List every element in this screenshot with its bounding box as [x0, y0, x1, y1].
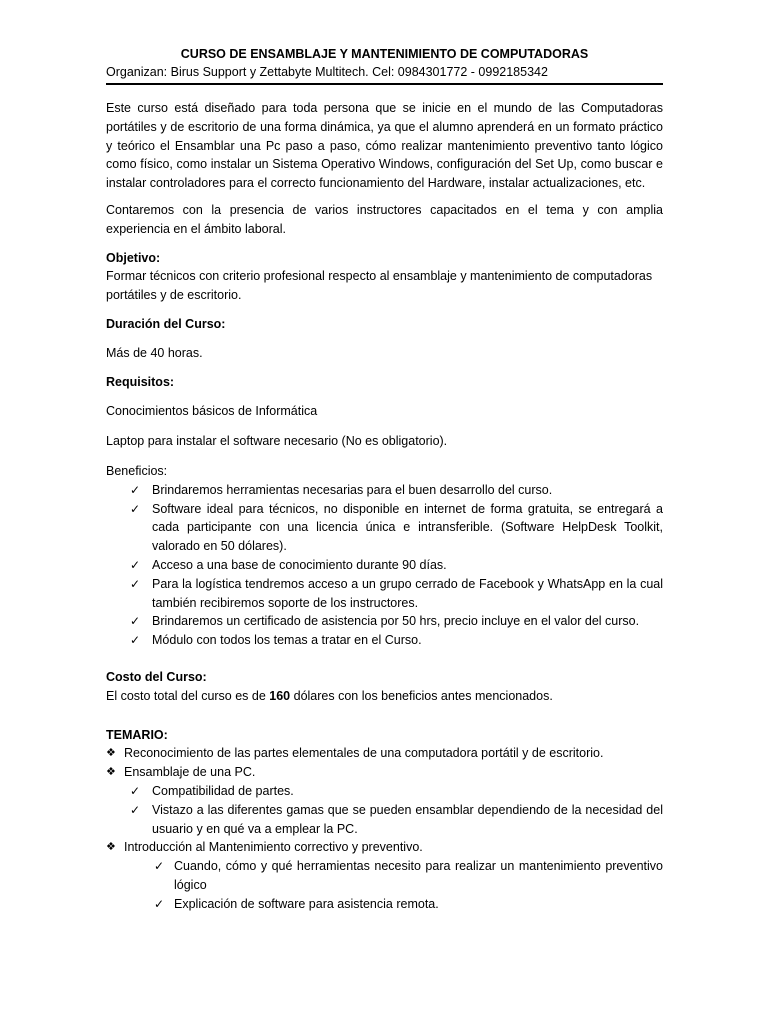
- syllabus-topic: ❖ Ensamblaje de una PC.: [106, 763, 663, 782]
- header-divider: [106, 83, 663, 85]
- syllabus-topic-1: [106, 744, 663, 763]
- benefit-item: ✓ Brindaremos herramientas necesarias para el buen desarrollo del curso.: [106, 481, 663, 500]
- check-mark-icon: ✓: [154, 896, 165, 911]
- duration-text: Más de 40 horas.: [106, 345, 203, 360]
- check-mark-icon: ✓: [130, 802, 141, 817]
- four-diamond-bullet-icon: ❖: [106, 766, 116, 779]
- cost-amount: 160: [269, 688, 291, 703]
- syllabus-subitem: ✓ Cuando, cómo y qué herramientas necesito para realizar un mantenimiento preventivo lógico: [154, 859, 663, 892]
- document-title: CURSO DE ENSAMBLAJE Y MANTENIMIENTO DE COMPUTADORAS: [180, 47, 589, 61]
- requirement-item-2: Laptop para instalar el software necesario (No es obligatorio).: [106, 434, 448, 449]
- syllabus-topic: ❖ Reconocimiento de las partes elementales de una computadora portátil y de escritorio.: [106, 744, 663, 763]
- check-mark-icon: ✓: [130, 482, 141, 497]
- document-header: [106, 46, 663, 81]
- four-diamond-bullet-icon: ❖: [106, 747, 116, 760]
- cost-section: [106, 668, 663, 706]
- intro-paragraph-2: Contaremos con la presencia de varios instructores capacitados en el tema y con amplia experiencia en el ámbito laboral.: [106, 202, 663, 236]
- check-mark-icon: ✓: [130, 576, 141, 591]
- syllabus-topic: ❖ Introducción al Mantenimiento correctivo y preventivo.: [106, 838, 663, 857]
- check-mark-icon: ✓: [130, 633, 141, 648]
- objective-section: [106, 249, 663, 305]
- benefit-item: ✓ Módulo con todos los temas a tratar en el Curso.: [106, 631, 663, 650]
- syllabus-subitem: ✓ Explicación de software para asistencia remota.: [106, 895, 663, 914]
- syllabus-subitem: ✓ Vistazo a las diferentes gamas que se pueden ensamblar dependiendo de la necesidad del usuario y en qué va a emplear la PC.: [130, 802, 663, 836]
- syllabus-heading: TEMARIO:: [106, 727, 168, 742]
- syllabus-topic-3: [106, 838, 663, 857]
- benefit-item: ✓ Software ideal para técnicos, no disponible en internet de forma gratuita, se entregará a cada participante con una licencia única e intransferible. (Software HelpDesk Toolkit, valorado en 50 dólares).: [130, 501, 663, 554]
- four-diamond-bullet-icon: ❖: [106, 841, 116, 854]
- check-mark-icon: ✓: [154, 859, 165, 874]
- benefit-item: ✓ Brindaremos un certificado de asistencia por 50 hrs, precio incluye en el valor del curso.: [106, 612, 663, 631]
- check-mark-icon: ✓: [130, 501, 141, 516]
- check-mark-icon: ✓: [130, 614, 141, 629]
- organizers-line: Organizan: Birus Support y Zettabyte Multitech. Cel: 0984301772 - 0992185342: [106, 65, 548, 79]
- objective-heading: Objetivo:: [106, 250, 161, 265]
- requirement-item-1: Conocimientos básicos de Informática: [106, 404, 318, 419]
- cost-heading: Costo del Curso:: [106, 669, 207, 684]
- cost-text: El costo total del curso es de 160 dólares con los beneficios antes mencionados.: [106, 688, 553, 703]
- syllabus-topic-3-subitems: [106, 857, 663, 913]
- benefits-heading: Beneficios:: [106, 463, 168, 478]
- check-mark-icon: ✓: [130, 783, 141, 798]
- syllabus-subitem: ✓ Compatibilidad de partes.: [106, 782, 663, 801]
- duration-heading: Duración del Curso:: [106, 316, 226, 331]
- requirements-heading: Requisitos:: [106, 374, 175, 389]
- benefit-item: ✓ Acceso a una base de conocimiento durante 90 días.: [106, 556, 663, 575]
- syllabus-topic-2-subitems: [106, 782, 663, 838]
- syllabus-topic-2: [106, 763, 663, 782]
- intro-paragraph-1: Este curso está diseñado para toda persona que se inicie en el mundo de las Computadoras portátiles y de escritorio de una forma dinámica, ya que el alumno aprenderá en un formato práctico y teórico el Ensamblar una Pc paso a paso, cómo realizar mantenimiento preventivo tanto lógico como físico, como instalar un Sistema Operativo Windows, configuración del Set Up, como buscar e instalar controladores para el correcto funcionamiento del Hardware, instalar actualizaciones, etc.: [106, 101, 663, 191]
- benefit-item: ✓ Para la logística tendremos acceso a un grupo cerrado de Facebook y WhatsApp en la cual también recibiremos soporte de los instructores.: [130, 576, 663, 610]
- check-mark-icon: ✓: [130, 557, 141, 572]
- objective-text: Formar técnicos con criterio profesional respecto al ensamblaje y mantenimiento de computadoras portátiles y de escritorio.: [106, 269, 653, 303]
- benefits-list: [106, 481, 663, 650]
- document-body: [106, 99, 663, 913]
